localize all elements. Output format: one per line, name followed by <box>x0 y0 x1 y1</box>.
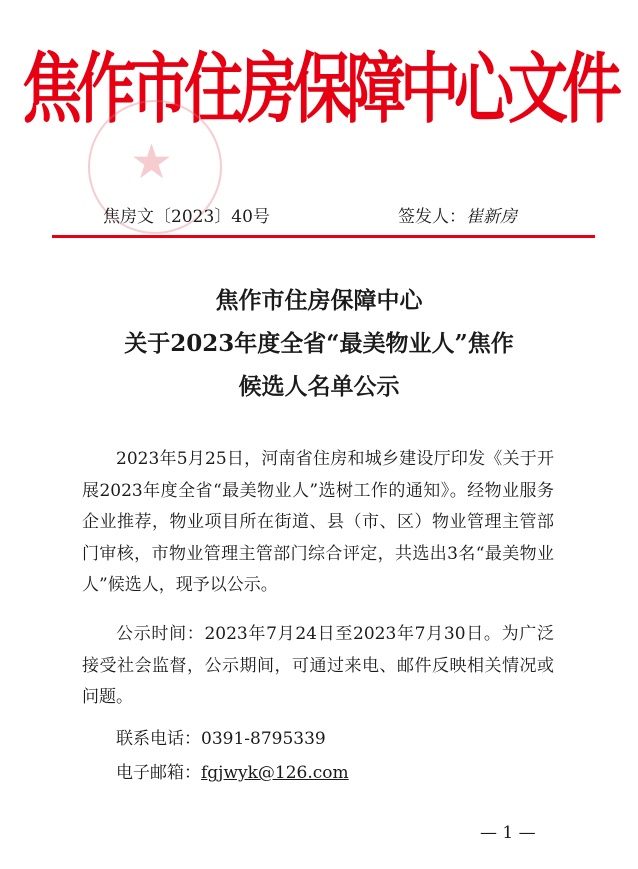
phone-label: 联系电话： <box>116 729 201 749</box>
signer-line <box>398 202 517 227</box>
notice-title-line-3: 候选人名单公示 <box>238 373 400 400</box>
contact-email-line <box>116 758 349 783</box>
signer-label: 签发人： <box>398 207 466 227</box>
email-label: 电子邮箱： <box>116 763 201 783</box>
contact-phone-line <box>116 724 326 749</box>
notice-title-line-1: 焦作市住房保障中心 <box>215 287 423 314</box>
document-header-title: 焦作市住房保障中心文件 <box>22 45 616 135</box>
page-number: — 1 — <box>480 823 536 843</box>
seal-star-icon: ★ <box>130 134 174 190</box>
body-paragraph-2: 公示时间：2023年7月24日至2023年7月30日。为广泛接受社会监督，公示期间，可通过来电、邮件反映相关情况或问题。 <box>82 624 554 707</box>
document-number: 焦房文〔2023〕40号 <box>103 207 270 227</box>
notice-title-line-2: 关于2023年度全省“最美物业人”焦作 <box>124 330 514 357</box>
phone-number: 0391-8795339 <box>201 729 326 749</box>
body-paragraph-1: 2023年5月25日，河南省住房和城乡建设厅印发《关于开展2023年度全省“最美物业人”选树工作的通知》。经物业服务企业推荐，物业项目所在街道、县（市、区）物业管理主管部门审核，市物业管理主管部门综合评定，共选出3名“最美物业人”候选人，现予以公示。 <box>82 449 554 595</box>
header-divider <box>52 235 595 238</box>
signer-name: 崔新房 <box>466 207 517 227</box>
email-link[interactable]: fgjwyk@126.com <box>201 763 349 783</box>
